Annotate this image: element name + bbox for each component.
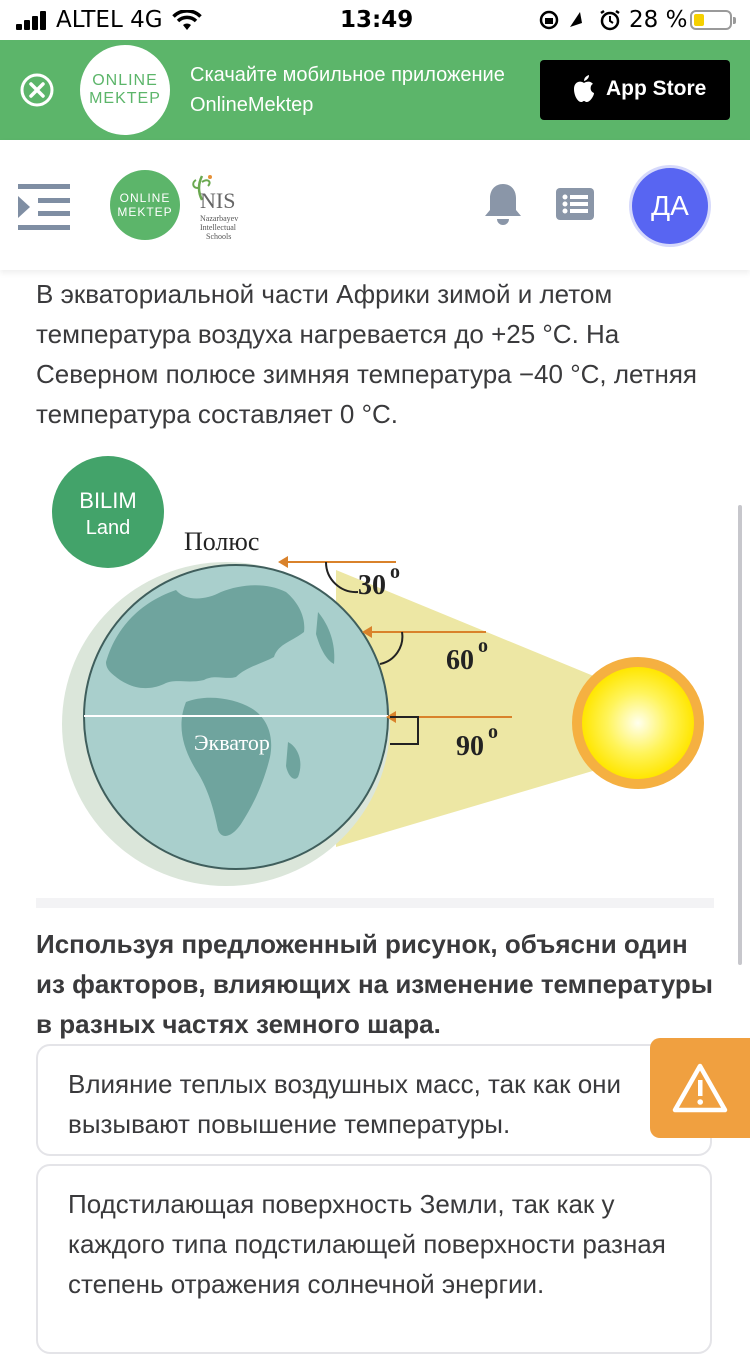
question-text: Используя предложенный рисунок, объясни один из факторов, влияющих на изменение температуры в разных частях земного шара. (36, 929, 713, 1039)
angle-unit-60: o (478, 635, 488, 657)
intro-text: В экваториальной части Африки зимой и летом температура воздуха нагревается до +25 °С. На Северном полюсе зимняя температура −40 °С, летняя температура составляет 0 °С. (36, 279, 698, 429)
list-icon[interactable] (556, 188, 594, 220)
nis-line3: Schools (206, 232, 232, 241)
angle-label-60: 60 (446, 645, 474, 676)
clock: 13:49 (340, 7, 414, 33)
logo-text-online: ONLINE (119, 191, 171, 205)
angle-unit-90: o (488, 721, 498, 743)
angle-label-90: 90 (456, 731, 484, 762)
app-store-button[interactable] (540, 60, 730, 120)
logo-text-mektep: MEKTEP (89, 90, 161, 107)
logo-text-online: ONLINE (92, 72, 158, 89)
battery-percent: 28 % (629, 7, 688, 33)
cellular-signal-icon (16, 10, 50, 30)
sun (582, 667, 694, 779)
angle-unit-30: o (390, 561, 400, 583)
nis-name: NIS (200, 188, 236, 213)
bilim-land-text-1: BILIM (79, 488, 137, 513)
earth-sun-figure (36, 452, 714, 892)
report-button[interactable] (650, 1038, 750, 1138)
battery-level (694, 14, 704, 26)
warning-triangle-icon (650, 1038, 750, 1138)
answer-option-text: Влияние теплых воздушных масс, так как они вызывают повышение температуры. (68, 1069, 622, 1139)
promo-text: Скачайте мобильное приложение OnlineMektep (190, 64, 505, 116)
user-avatar[interactable]: ДА (632, 168, 708, 244)
online-mektep-logo[interactable] (110, 170, 180, 240)
wifi-icon (172, 10, 202, 32)
app-header (0, 140, 750, 270)
pole-label: Полюс (184, 527, 260, 556)
nis-logo (184, 172, 248, 242)
answer-option-2[interactable] (36, 1164, 712, 1354)
bell-icon[interactable] (484, 182, 522, 226)
answer-option-text: Подстилающая поверхность Земли, так как у каждого типа подстилающей поверхности разная степень отражения солнечной энергии. (68, 1189, 666, 1299)
online-mektep-logo (80, 45, 170, 135)
battery-icon (690, 10, 732, 30)
equator-label: Экватор (194, 730, 270, 755)
carrier-label: ALTEL 4G (56, 7, 163, 33)
menu-icon[interactable] (18, 184, 70, 230)
answer-option-1[interactable] (36, 1044, 712, 1156)
close-circle-icon[interactable] (20, 73, 54, 107)
promo-banner (0, 40, 750, 140)
section-divider (36, 898, 714, 908)
angle-label-30: 30 (358, 570, 386, 601)
status-bar (0, 0, 750, 40)
nis-line2: Intellectual (200, 223, 236, 232)
nis-line1: Nazarbayev (200, 214, 239, 223)
apple-icon (572, 74, 596, 104)
system-status-icons (538, 9, 624, 31)
scrollbar[interactable] (738, 505, 742, 965)
app-store-label: App Store (606, 77, 707, 100)
bilim-land-text-2: Land (85, 517, 131, 539)
logo-text-mektep: MEKTEP (117, 205, 173, 219)
